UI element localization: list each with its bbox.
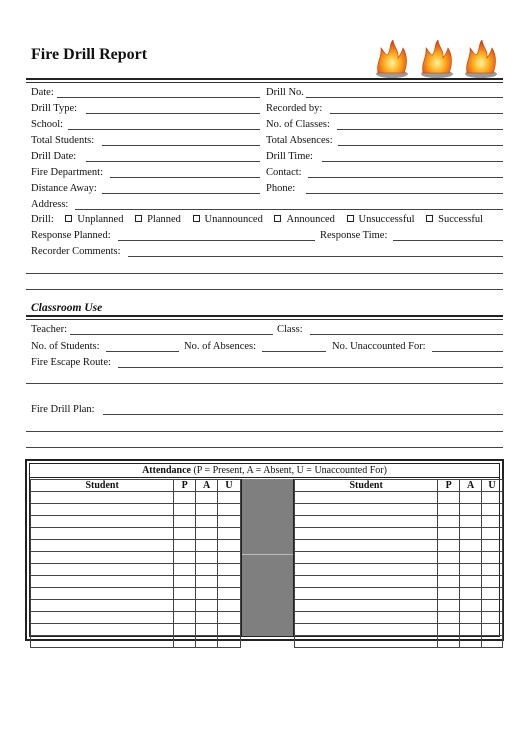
table-row bbox=[295, 540, 503, 552]
student-cell[interactable] bbox=[31, 624, 174, 636]
student-cell[interactable] bbox=[295, 564, 438, 576]
mark-cell[interactable] bbox=[196, 600, 218, 612]
mark-cell[interactable] bbox=[460, 636, 482, 648]
attendance-title: Attendance bbox=[142, 465, 191, 476]
checkbox[interactable] bbox=[135, 215, 142, 222]
mark-cell[interactable] bbox=[218, 600, 241, 612]
mark-cell[interactable] bbox=[174, 600, 196, 612]
mark-cell[interactable] bbox=[460, 492, 482, 504]
fire-drill-plan-field[interactable] bbox=[103, 414, 503, 415]
mark-cell[interactable] bbox=[438, 588, 460, 600]
table-row bbox=[31, 516, 241, 528]
mark-cell[interactable] bbox=[482, 516, 503, 528]
table-row bbox=[31, 540, 241, 552]
teacher-field[interactable] bbox=[70, 334, 273, 335]
teacher-label: Teacher: bbox=[31, 324, 67, 335]
mark-cell[interactable] bbox=[218, 588, 241, 600]
mark-cell[interactable] bbox=[196, 576, 218, 588]
table-row bbox=[295, 492, 503, 504]
no-of-classes-field[interactable] bbox=[337, 129, 503, 130]
response-time-field[interactable] bbox=[393, 240, 503, 241]
mark-cell[interactable] bbox=[460, 612, 482, 624]
student-cell[interactable] bbox=[295, 636, 438, 648]
table-row bbox=[295, 576, 503, 588]
mark-cell[interactable] bbox=[482, 492, 503, 504]
student-cell[interactable] bbox=[295, 552, 438, 564]
mark-cell[interactable] bbox=[460, 552, 482, 564]
table-row bbox=[295, 588, 503, 600]
no-of-students-label: No. of Students: bbox=[31, 341, 100, 352]
mark-cell[interactable] bbox=[218, 492, 241, 504]
fire-escape-route-field[interactable] bbox=[118, 367, 503, 368]
option-unplanned[interactable]: Unplanned bbox=[65, 214, 123, 225]
mark-cell[interactable] bbox=[174, 588, 196, 600]
student-cell[interactable] bbox=[295, 624, 438, 636]
total-absences-field[interactable] bbox=[338, 145, 503, 146]
flames-icon bbox=[372, 40, 500, 80]
fire-drill-plan-label: Fire Drill Plan: bbox=[31, 404, 95, 415]
option-planned[interactable]: Planned bbox=[135, 214, 181, 225]
header-rule bbox=[26, 78, 503, 80]
drill-type-label: Drill Type: bbox=[31, 103, 78, 114]
no-of-absences-label: No. of Absences: bbox=[184, 341, 257, 352]
table-row bbox=[295, 504, 503, 516]
no-of-absences-field[interactable] bbox=[262, 351, 326, 352]
mark-cell[interactable] bbox=[218, 564, 241, 576]
table-row bbox=[31, 504, 241, 516]
mark-cell[interactable] bbox=[460, 564, 482, 576]
attendance-grid-right bbox=[294, 479, 503, 648]
checkbox[interactable] bbox=[426, 215, 433, 222]
class-label: Class: bbox=[277, 324, 303, 335]
mark-cell[interactable] bbox=[174, 576, 196, 588]
table-row bbox=[31, 528, 241, 540]
mark-cell[interactable] bbox=[482, 564, 503, 576]
checkbox[interactable] bbox=[65, 215, 72, 222]
mark-cell[interactable] bbox=[438, 552, 460, 564]
student-cell[interactable] bbox=[295, 528, 438, 540]
table-row bbox=[31, 624, 241, 636]
school-field[interactable] bbox=[68, 129, 260, 130]
mark-cell[interactable] bbox=[438, 576, 460, 588]
response-planned-field[interactable] bbox=[118, 240, 315, 241]
mark-cell[interactable] bbox=[460, 588, 482, 600]
table-row bbox=[295, 528, 503, 540]
attendance-grid-left bbox=[30, 479, 241, 648]
option-announced[interactable]: Announced bbox=[274, 214, 334, 225]
mark-cell[interactable] bbox=[438, 492, 460, 504]
classroom-use-heading: Classroom Use bbox=[31, 302, 103, 314]
mark-cell[interactable] bbox=[218, 624, 241, 636]
mark-cell[interactable] bbox=[218, 504, 241, 516]
school-label: School: bbox=[31, 119, 64, 130]
student-cell[interactable] bbox=[295, 516, 438, 528]
response-time-label: Response Time: bbox=[320, 230, 388, 241]
table-row bbox=[295, 612, 503, 624]
student-cell[interactable] bbox=[31, 576, 174, 588]
drill-options bbox=[31, 214, 483, 226]
table-row bbox=[295, 516, 503, 528]
drill-time-label: Drill Time: bbox=[266, 151, 313, 162]
table-row bbox=[31, 588, 241, 600]
divider-column bbox=[241, 479, 294, 636]
mark-cell[interactable] bbox=[482, 600, 503, 612]
mark-cell[interactable] bbox=[482, 624, 503, 636]
table-row bbox=[295, 636, 503, 648]
student-cell[interactable] bbox=[31, 540, 174, 552]
section-rule-thin bbox=[26, 319, 503, 320]
checkbox[interactable] bbox=[193, 215, 200, 222]
mark-cell[interactable] bbox=[196, 504, 218, 516]
mark-cell[interactable] bbox=[174, 492, 196, 504]
mark-cell[interactable] bbox=[460, 624, 482, 636]
checkbox[interactable] bbox=[274, 215, 281, 222]
mark-cell[interactable] bbox=[460, 504, 482, 516]
column-header: U bbox=[218, 480, 241, 492]
recorder-comments-label: Recorder Comments: bbox=[31, 246, 121, 257]
date-field[interactable] bbox=[57, 97, 260, 98]
mark-cell[interactable] bbox=[174, 528, 196, 540]
fire-department-field[interactable] bbox=[110, 177, 260, 178]
drill-no-label: Drill No. bbox=[266, 87, 304, 98]
student-cell[interactable] bbox=[31, 636, 174, 648]
student-cell[interactable] bbox=[295, 576, 438, 588]
student-cell[interactable] bbox=[31, 504, 174, 516]
table-row bbox=[31, 576, 241, 588]
divider-line bbox=[242, 554, 293, 555]
student-cell[interactable] bbox=[295, 600, 438, 612]
no-of-students-field[interactable] bbox=[106, 351, 179, 352]
mark-cell[interactable] bbox=[196, 624, 218, 636]
mark-cell[interactable] bbox=[460, 576, 482, 588]
mark-cell[interactable] bbox=[196, 540, 218, 552]
column-header: P bbox=[438, 480, 460, 492]
escape-route-line[interactable] bbox=[26, 383, 503, 384]
mark-cell[interactable] bbox=[218, 528, 241, 540]
student-cell[interactable] bbox=[31, 492, 174, 504]
column-header: Student bbox=[295, 480, 438, 492]
option-unannounced[interactable]: Unannounced bbox=[193, 214, 263, 225]
mark-cell[interactable] bbox=[482, 552, 503, 564]
phone-label: Phone: bbox=[266, 183, 296, 194]
no-of-classes-label: No. of Classes: bbox=[266, 119, 330, 130]
attendance-legend: (P = Present, A = Absent, U = Unaccounted For) bbox=[190, 465, 387, 476]
table-row bbox=[31, 612, 241, 624]
mark-cell[interactable] bbox=[482, 588, 503, 600]
header-rule-thin bbox=[26, 82, 503, 83]
student-cell[interactable] bbox=[295, 492, 438, 504]
mark-cell[interactable] bbox=[482, 576, 503, 588]
column-header: Student bbox=[31, 480, 174, 492]
option-unsuccessful[interactable]: Unsuccessful bbox=[347, 214, 415, 225]
attendance-header bbox=[30, 464, 499, 478]
drill-plan-line[interactable] bbox=[26, 447, 503, 448]
mark-cell[interactable] bbox=[482, 612, 503, 624]
response-planned-label: Response Planned: bbox=[31, 230, 111, 241]
mark-cell[interactable] bbox=[438, 636, 460, 648]
total-students-label: Total Students: bbox=[31, 135, 95, 146]
mark-cell[interactable] bbox=[438, 564, 460, 576]
table-row bbox=[31, 600, 241, 612]
fire-department-label: Fire Department: bbox=[31, 167, 104, 178]
drill-no-field[interactable] bbox=[306, 97, 503, 98]
mark-cell[interactable] bbox=[438, 528, 460, 540]
column-header: A bbox=[196, 480, 218, 492]
mark-cell[interactable] bbox=[438, 540, 460, 552]
student-cell[interactable] bbox=[295, 540, 438, 552]
recorded-by-field[interactable] bbox=[330, 113, 503, 114]
mark-cell[interactable] bbox=[174, 552, 196, 564]
drill-date-field[interactable] bbox=[86, 161, 260, 162]
comments-line[interactable] bbox=[26, 273, 503, 274]
drill-time-field[interactable] bbox=[322, 161, 503, 162]
mark-cell[interactable] bbox=[218, 636, 241, 648]
phone-field[interactable] bbox=[306, 193, 503, 194]
mark-cell[interactable] bbox=[174, 624, 196, 636]
mark-cell[interactable] bbox=[196, 528, 218, 540]
student-cell[interactable] bbox=[295, 588, 438, 600]
table-row bbox=[295, 624, 503, 636]
student-cell[interactable] bbox=[31, 528, 174, 540]
distance-away-label: Distance Away: bbox=[31, 183, 97, 194]
option-successful[interactable]: Successful bbox=[426, 214, 483, 225]
table-row bbox=[31, 564, 241, 576]
total-absences-label: Total Absences: bbox=[266, 135, 333, 146]
mark-cell[interactable] bbox=[174, 540, 196, 552]
class-field[interactable] bbox=[310, 334, 503, 335]
mark-cell[interactable] bbox=[482, 540, 503, 552]
mark-cell[interactable] bbox=[174, 516, 196, 528]
distance-away-field[interactable] bbox=[102, 193, 260, 194]
mark-cell[interactable] bbox=[174, 636, 196, 648]
no-unaccounted-label: No. Unaccounted For: bbox=[332, 341, 426, 352]
mark-cell[interactable] bbox=[438, 516, 460, 528]
address-label: Address: bbox=[31, 199, 69, 210]
student-cell[interactable] bbox=[31, 552, 174, 564]
recorded-by-label: Recorded by: bbox=[266, 103, 323, 114]
mark-cell[interactable] bbox=[174, 612, 196, 624]
mark-cell[interactable] bbox=[218, 516, 241, 528]
attendance-table bbox=[25, 459, 504, 641]
mark-cell[interactable] bbox=[438, 600, 460, 612]
mark-cell[interactable] bbox=[196, 516, 218, 528]
table-row bbox=[31, 552, 241, 564]
mark-cell[interactable] bbox=[460, 600, 482, 612]
mark-cell[interactable] bbox=[438, 504, 460, 516]
drill-type-field[interactable] bbox=[86, 113, 260, 114]
comments-line[interactable] bbox=[26, 289, 503, 290]
table-row bbox=[295, 564, 503, 576]
table-row bbox=[295, 552, 503, 564]
checkbox[interactable] bbox=[347, 215, 354, 222]
mark-cell[interactable] bbox=[460, 540, 482, 552]
address-field[interactable] bbox=[75, 209, 503, 210]
page-title: Fire Drill Report bbox=[31, 46, 148, 63]
table-row bbox=[31, 636, 241, 648]
drill-label: Drill: bbox=[31, 214, 54, 225]
student-cell[interactable] bbox=[31, 600, 174, 612]
mark-cell[interactable] bbox=[438, 612, 460, 624]
mark-cell[interactable] bbox=[460, 516, 482, 528]
mark-cell[interactable] bbox=[196, 564, 218, 576]
mark-cell[interactable] bbox=[482, 528, 503, 540]
column-header: U bbox=[482, 480, 503, 492]
student-cell[interactable] bbox=[31, 516, 174, 528]
mark-cell[interactable] bbox=[460, 528, 482, 540]
no-unaccounted-field[interactable] bbox=[432, 351, 503, 352]
mark-cell[interactable] bbox=[196, 636, 218, 648]
mark-cell[interactable] bbox=[174, 564, 196, 576]
mark-cell[interactable] bbox=[438, 624, 460, 636]
student-cell[interactable] bbox=[295, 504, 438, 516]
mark-cell[interactable] bbox=[174, 504, 196, 516]
total-students-field[interactable] bbox=[102, 145, 260, 146]
section-rule bbox=[26, 315, 503, 317]
mark-cell[interactable] bbox=[218, 552, 241, 564]
table-row bbox=[295, 600, 503, 612]
column-header: P bbox=[174, 480, 196, 492]
contact-label: Contact: bbox=[266, 167, 302, 178]
mark-cell[interactable] bbox=[218, 576, 241, 588]
mark-cell[interactable] bbox=[218, 612, 241, 624]
mark-cell[interactable] bbox=[196, 588, 218, 600]
fire-escape-route-label: Fire Escape Route: bbox=[31, 357, 111, 368]
student-cell[interactable] bbox=[31, 588, 174, 600]
student-cell[interactable] bbox=[31, 612, 174, 624]
mark-cell[interactable] bbox=[196, 612, 218, 624]
date-label: Date: bbox=[31, 87, 54, 98]
table-row bbox=[31, 492, 241, 504]
drill-date-label: Drill Date: bbox=[31, 151, 77, 162]
contact-field[interactable] bbox=[308, 177, 503, 178]
column-header: A bbox=[460, 480, 482, 492]
student-cell[interactable] bbox=[295, 612, 438, 624]
mark-cell[interactable] bbox=[218, 540, 241, 552]
student-cell[interactable] bbox=[31, 564, 174, 576]
mark-cell[interactable] bbox=[196, 492, 218, 504]
recorder-comments-field[interactable] bbox=[128, 256, 503, 257]
mark-cell[interactable] bbox=[482, 504, 503, 516]
mark-cell[interactable] bbox=[196, 552, 218, 564]
mark-cell[interactable] bbox=[482, 636, 503, 648]
drill-plan-line[interactable] bbox=[26, 431, 503, 432]
